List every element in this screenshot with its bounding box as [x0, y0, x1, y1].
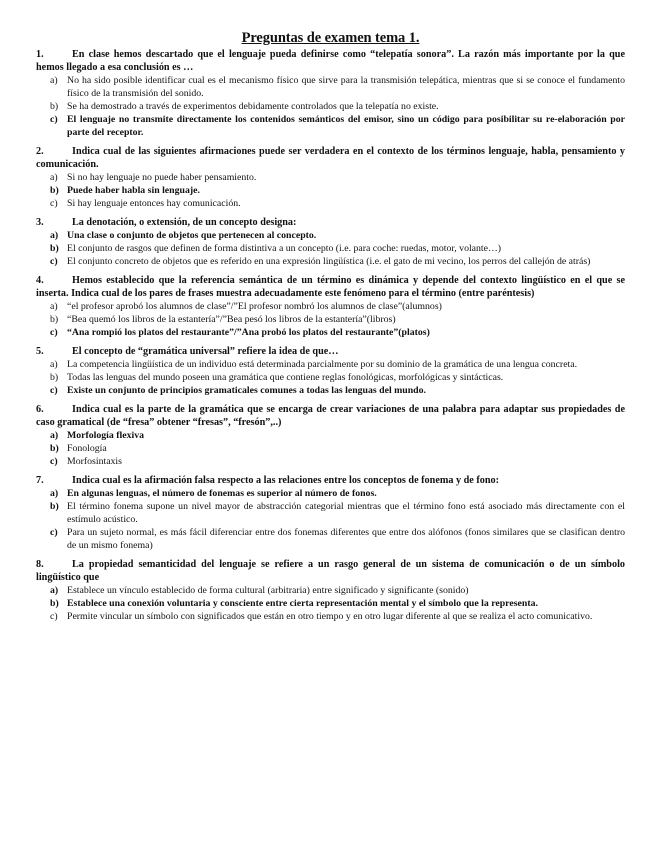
option-text: Morfosintaxis — [67, 456, 122, 467]
option-letter: b) — [50, 501, 59, 512]
answer-option — [36, 384, 625, 397]
question-statement: Indica cual es la parte de la gramática que se encarga de crear variaciones de una palabra para adaptar sus propiedades de caso gramatical (de “fresa” obtener “fresas”, “fresón”,..) — [36, 404, 625, 428]
question-number: 5. — [36, 346, 44, 357]
option-letter: c) — [50, 527, 58, 538]
option-text: “Bea quemó los libros de la estantería”/”Bea pesó los libros de la estantería”(libros) — [67, 314, 396, 325]
answer-option — [36, 197, 625, 210]
answer-option — [36, 526, 625, 552]
option-text: “el profesor aprobó los alumnos de clase”/”El profesor nombró los alumnos de clase”(alumnos) — [67, 301, 442, 312]
option-letter: c) — [50, 327, 58, 338]
question-number: 2. — [36, 146, 44, 157]
answer-option — [36, 184, 625, 197]
answer-option — [36, 442, 625, 455]
option-letter: a) — [50, 172, 58, 183]
question-number: 8. — [36, 559, 44, 570]
option-text: “Ana rompió los platos del restaurante”/”Ana probó los platos del restaurante”(platos) — [67, 327, 430, 338]
option-text: Si hay lenguaje entonces hay comunicación. — [67, 198, 241, 209]
option-text: El conjunto de rasgos que definen de forma distintiva a un concepto (i.e. para coche: ruedas, motor, volante…) — [67, 243, 502, 254]
option-letter: c) — [50, 198, 58, 209]
document-title: Preguntas de examen tema 1. — [241, 30, 420, 46]
option-text: Para un sujeto normal, es más fácil diferenciar entre dos fonemas diferentes que entre dos alófonos (fonos similares que se clasifican dentro de un mismo fonema) — [67, 527, 625, 551]
answer-options — [36, 358, 625, 397]
answer-options — [36, 584, 625, 623]
option-letter: a) — [50, 488, 59, 499]
option-text: Todas las lenguas del mundo poseen una gramática que contiene reglas fonológicas, morfológicas y sintácticas. — [67, 372, 504, 383]
question-1 — [36, 48, 625, 139]
question-text — [36, 145, 625, 171]
option-letter: a) — [50, 230, 59, 241]
question-number: 7. — [36, 475, 44, 486]
option-letter: a) — [50, 75, 58, 86]
answer-option — [36, 171, 625, 184]
answer-option — [36, 326, 625, 339]
question-text — [36, 474, 625, 487]
option-letter: c) — [50, 456, 58, 467]
answer-options — [36, 229, 625, 268]
option-text: El término fonema supone un nivel mayor de abstracción categorial mientras que el término fono está asociado más directamente con el estímulo acústico. — [67, 501, 625, 525]
option-text: Fonología — [67, 443, 107, 454]
option-letter: c) — [50, 256, 58, 267]
question-5 — [36, 345, 625, 397]
answer-option — [36, 500, 625, 526]
question-text — [36, 48, 625, 74]
option-text: Establece una conexión voluntaria y consciente entre cierta representación mental y el símbolo que la representa. — [67, 598, 538, 609]
option-letter: b) — [50, 443, 59, 454]
answer-option — [36, 455, 625, 468]
question-text — [36, 558, 625, 584]
option-text: En algunas lenguas, el número de fonemas es superior al número de fonos. — [67, 488, 377, 499]
answer-options — [36, 300, 625, 339]
question-text — [36, 216, 625, 229]
option-letter: a) — [50, 359, 58, 370]
answer-options — [36, 429, 625, 468]
question-statement: La denotación, o extensión, de un concepto designa: — [72, 217, 297, 228]
answer-option — [36, 429, 625, 442]
question-text — [36, 403, 625, 429]
question-4 — [36, 274, 625, 339]
option-letter: c) — [50, 611, 58, 622]
question-number: 4. — [36, 275, 44, 286]
option-text: Una clase o conjunto de objetos que pertenecen al concepto. — [67, 230, 317, 241]
answer-option — [36, 487, 625, 500]
option-text: El lenguaje no transmite directamente los contenidos semánticos del emisor, sino un código para posibilitar su re-elaboración por parte del receptor. — [67, 114, 625, 138]
question-statement: En clase hemos descartado que el lenguaje pueda definirse como “telepatía sonora”. La razón más importante por la que hemos llegado a esa conclusión es … — [36, 49, 625, 73]
answer-options — [36, 171, 625, 210]
option-text: La competencia lingüística de un individuo está determinada parcialmente por su dominio de la gramática de una lengua concreta. — [67, 359, 578, 370]
question-text — [36, 274, 625, 300]
option-letter: a) — [50, 301, 58, 312]
question-statement: El concepto de “gramática universal” refiere la idea de que… — [72, 346, 339, 357]
question-text — [36, 345, 625, 358]
option-text: Permite vincular un símbolo con significados que están en otro tiempo y en otro lugar diferente al que se realiza el acto comunicativo. — [67, 611, 593, 622]
option-text: Existe un conjunto de principios gramaticales comunes a todas las lenguas del mundo. — [67, 385, 426, 396]
question-statement: Hemos establecido que la referencia semántica de un término es dinámica y depende del contexto lingüístico en el que se inserta. Indica cual de los pares de frases muestra adecuadamente este fenómeno para el término (entre paréntesis) — [36, 275, 625, 299]
answer-option — [36, 597, 625, 610]
question-number: 6. — [36, 404, 44, 415]
option-text: Morfología flexiva — [67, 430, 144, 441]
option-letter: c) — [50, 114, 58, 125]
question-3 — [36, 216, 625, 268]
option-text: Si no hay lenguaje no puede haber pensamiento. — [67, 172, 257, 183]
question-statement: Indica cual es la afirmación falsa respecto a las relaciones entre los conceptos de fonema y de fono: — [72, 475, 499, 486]
question-list — [36, 48, 625, 623]
option-text: Se ha demostrado a través de experimentos debidamente controlados que la telepatía no existe. — [67, 101, 439, 112]
option-letter: a) — [50, 585, 59, 596]
option-letter: b) — [50, 372, 59, 383]
question-number: 1. — [36, 49, 44, 60]
answer-option — [36, 229, 625, 242]
option-text: No ha sido posible identificar cual es el mecanismo físico que sirve para la transmisión telepática, mientras que si se conoce el fundamento físico de la transmisión del sonido. — [67, 75, 625, 99]
answer-option — [36, 100, 625, 113]
answer-option — [36, 242, 625, 255]
option-text: Puede haber habla sin lenguaje. — [67, 185, 200, 196]
option-letter: b) — [50, 314, 59, 325]
question-7 — [36, 474, 625, 552]
answer-option — [36, 313, 625, 326]
answer-option — [36, 74, 625, 100]
question-2 — [36, 145, 625, 210]
question-statement: Indica cual de las siguientes afirmaciones puede ser verdadera en el contexto de los términos lenguaje, habla, pensamiento y comunicación. — [36, 146, 625, 170]
answer-options — [36, 74, 625, 139]
question-statement: La propiedad semanticidad del lenguaje se refiere a un rasgo general de un sistema de comunicación o de un símbolo lingüístico que — [36, 559, 625, 583]
option-text: El conjunto concreto de objetos que es referido en una expresión lingüística (i.e. el gato de mi vecino, los perros del callejón de atrás) — [67, 256, 591, 267]
answer-option — [36, 371, 625, 384]
answer-option — [36, 358, 625, 371]
option-letter: b) — [50, 243, 59, 254]
answer-option — [36, 610, 625, 623]
question-number: 3. — [36, 217, 44, 228]
option-letter: b) — [50, 185, 59, 196]
option-text: Establece un vínculo establecido de forma cultural (arbitraria) entre significado y significante (sonido) — [67, 585, 469, 596]
answer-options — [36, 487, 625, 552]
answer-option — [36, 255, 625, 268]
answer-option — [36, 300, 625, 313]
answer-option — [36, 113, 625, 139]
question-8 — [36, 558, 625, 623]
option-letter: c) — [50, 385, 58, 396]
answer-option — [36, 584, 625, 597]
option-letter: a) — [50, 430, 59, 441]
option-letter: b) — [50, 598, 59, 609]
option-letter: b) — [50, 101, 59, 112]
question-6 — [36, 403, 625, 468]
